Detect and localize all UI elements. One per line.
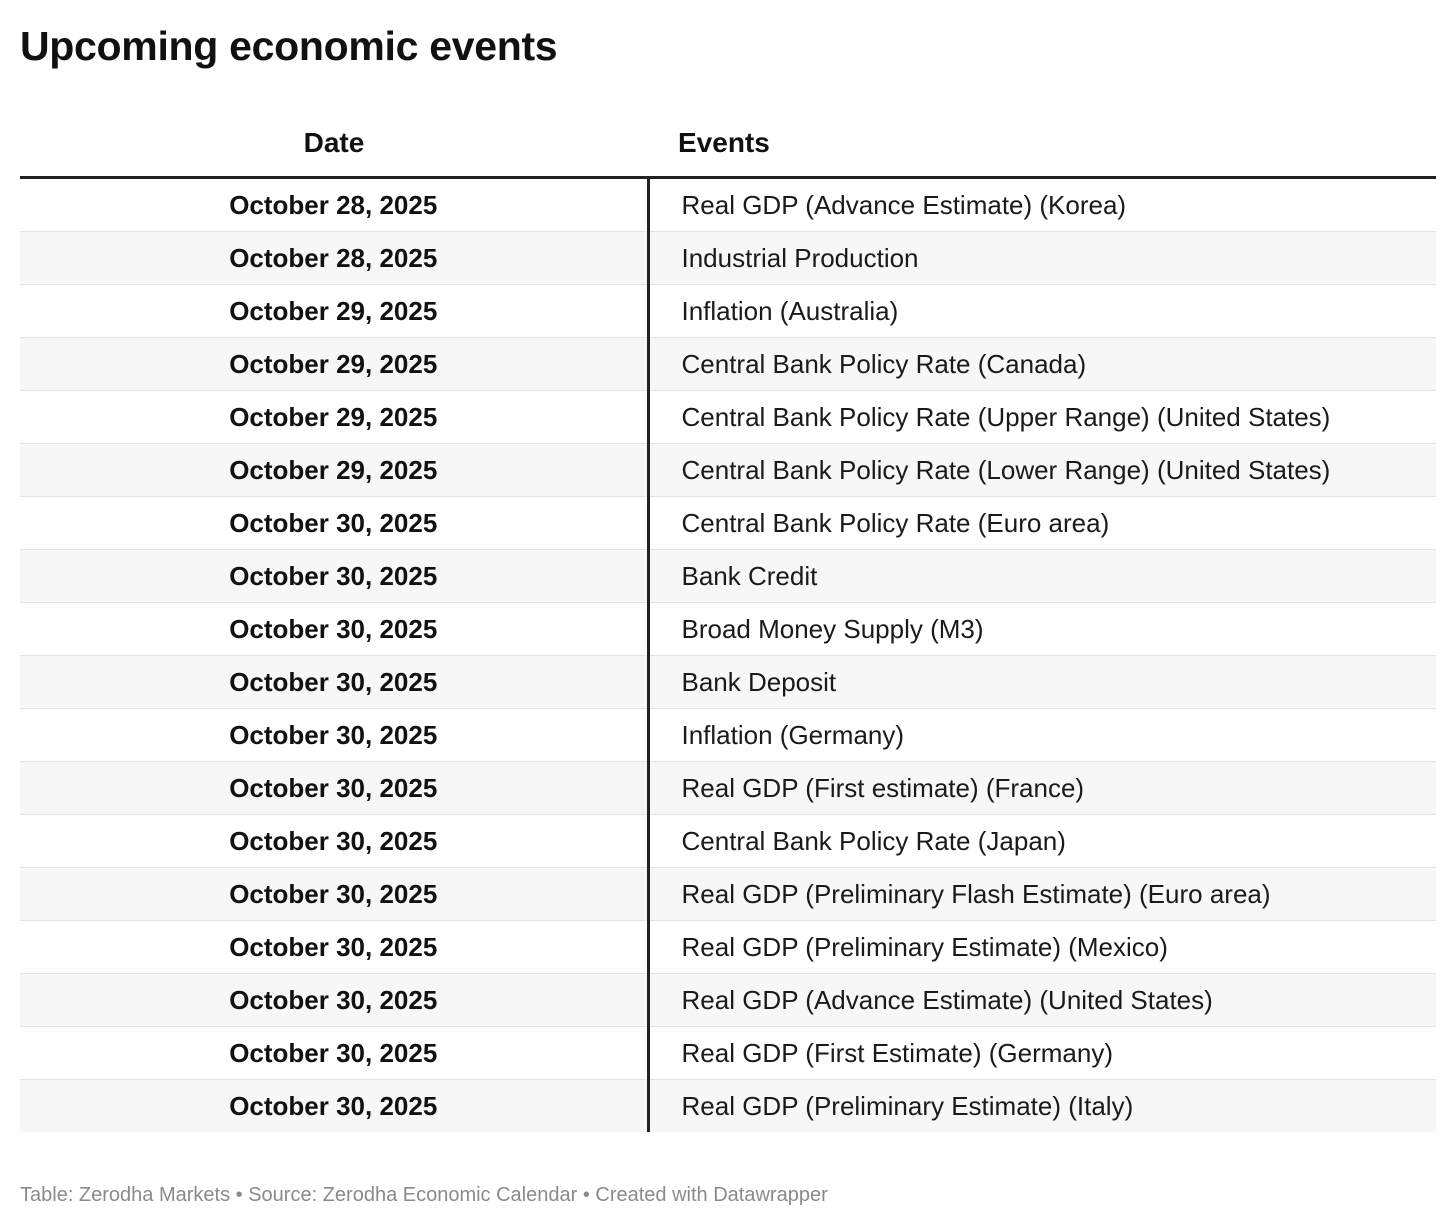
table-row xyxy=(20,1027,1436,1080)
event-cell: Broad Money Supply (M3) xyxy=(648,603,1436,656)
date-cell: October 30, 2025 xyxy=(20,497,648,550)
table-body xyxy=(20,178,1436,1133)
date-cell: October 30, 2025 xyxy=(20,762,648,815)
date-cell: October 29, 2025 xyxy=(20,444,648,497)
table-row xyxy=(20,656,1436,709)
event-cell: Real GDP (Preliminary Flash Estimate) (Euro area) xyxy=(648,868,1436,921)
column-header-date[interactable]: Date xyxy=(20,110,648,178)
event-cell: Real GDP (First Estimate) (Germany) xyxy=(648,1027,1436,1080)
event-cell: Inflation (Australia) xyxy=(648,285,1436,338)
date-cell: October 29, 2025 xyxy=(20,338,648,391)
events-table xyxy=(20,110,1436,1132)
date-cell: October 30, 2025 xyxy=(20,550,648,603)
event-cell: Central Bank Policy Rate (Lower Range) (United States) xyxy=(648,444,1436,497)
event-cell: Central Bank Policy Rate (Upper Range) (United States) xyxy=(648,391,1436,444)
event-cell: Real GDP (Advance Estimate) (United States) xyxy=(648,974,1436,1027)
event-cell: Real GDP (Advance Estimate) (Korea) xyxy=(648,178,1436,232)
column-header-events[interactable]: Events xyxy=(648,110,1436,178)
table-row xyxy=(20,1080,1436,1133)
event-cell: Real GDP (Preliminary Estimate) (Mexico) xyxy=(648,921,1436,974)
event-cell: Bank Deposit xyxy=(648,656,1436,709)
table-row xyxy=(20,868,1436,921)
date-cell: October 29, 2025 xyxy=(20,285,648,338)
event-cell: Bank Credit xyxy=(648,550,1436,603)
date-cell: October 30, 2025 xyxy=(20,974,648,1027)
date-cell: October 28, 2025 xyxy=(20,178,648,232)
date-cell: October 30, 2025 xyxy=(20,603,648,656)
table-row xyxy=(20,232,1436,285)
event-cell: Industrial Production xyxy=(648,232,1436,285)
date-cell: October 30, 2025 xyxy=(20,1027,648,1080)
table-row xyxy=(20,762,1436,815)
date-cell: October 30, 2025 xyxy=(20,1080,648,1133)
table-row xyxy=(20,603,1436,656)
date-cell: October 30, 2025 xyxy=(20,921,648,974)
table-row xyxy=(20,815,1436,868)
event-cell: Real GDP (Preliminary Estimate) (Italy) xyxy=(648,1080,1436,1133)
table-row xyxy=(20,974,1436,1027)
date-cell: October 29, 2025 xyxy=(20,391,648,444)
date-cell: October 30, 2025 xyxy=(20,656,648,709)
table-row xyxy=(20,497,1436,550)
table-header-row xyxy=(20,110,1436,178)
date-cell: October 30, 2025 xyxy=(20,815,648,868)
table-row xyxy=(20,338,1436,391)
table-row xyxy=(20,285,1436,338)
table-row xyxy=(20,550,1436,603)
date-cell: October 30, 2025 xyxy=(20,709,648,762)
event-cell: Central Bank Policy Rate (Japan) xyxy=(648,815,1436,868)
table-row xyxy=(20,391,1436,444)
table-row xyxy=(20,444,1436,497)
events-table-container xyxy=(20,110,1436,1132)
event-cell: Central Bank Policy Rate (Canada) xyxy=(648,338,1436,391)
table-row xyxy=(20,709,1436,762)
event-cell: Central Bank Policy Rate (Euro area) xyxy=(648,497,1436,550)
table-row xyxy=(20,921,1436,974)
table-title: Upcoming economic events xyxy=(20,23,558,69)
date-cell: October 28, 2025 xyxy=(20,232,648,285)
source-footer: Table: Zerodha Markets • Source: Zerodha Economic Calendar • Created with Datawrapper xyxy=(20,1184,828,1206)
date-cell: October 30, 2025 xyxy=(20,868,648,921)
table-row xyxy=(20,178,1436,232)
event-cell: Real GDP (First estimate) (France) xyxy=(648,762,1436,815)
event-cell: Inflation (Germany) xyxy=(648,709,1436,762)
